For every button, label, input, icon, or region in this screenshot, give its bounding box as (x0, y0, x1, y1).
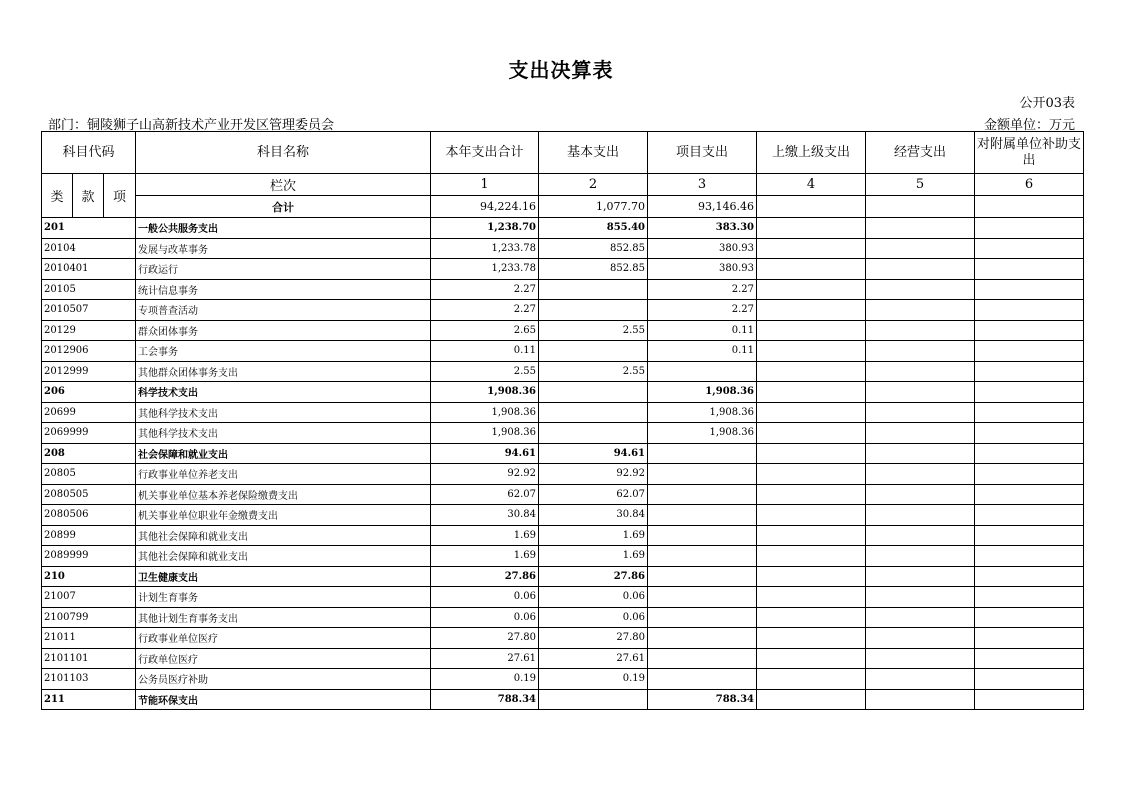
row-remit (757, 218, 866, 239)
row-name: 机关事业单位基本养老保险缴费支出 (136, 484, 431, 505)
row-name: 其他群众团体事务支出 (136, 361, 431, 382)
row-subsidy (975, 423, 1084, 444)
row-total: 1,233.78 (431, 238, 539, 259)
column-number-2: 2 (539, 174, 648, 196)
row-total: 27.61 (431, 648, 539, 669)
header-project: 项目支出 (648, 132, 757, 174)
row-remit (757, 648, 866, 669)
row-basic (539, 402, 648, 423)
column-number-3: 3 (648, 174, 757, 196)
row-business (866, 546, 975, 567)
row-project: 2.27 (648, 300, 757, 321)
row-total: 0.11 (431, 341, 539, 362)
row-basic: 94.61 (539, 443, 648, 464)
row-project (648, 607, 757, 628)
row-name: 其他社会保障和就业支出 (136, 525, 431, 546)
row-name: 计划生育事务 (136, 587, 431, 608)
row-project: 383.30 (648, 218, 757, 239)
row-business (866, 443, 975, 464)
row-code: 2089999 (42, 546, 136, 567)
row-total: 1,908.36 (431, 423, 539, 444)
row-business (866, 361, 975, 382)
row-basic: 852.85 (539, 259, 648, 280)
row-total: 1,238.70 (431, 218, 539, 239)
row-name: 发展与改革事务 (136, 238, 431, 259)
row-code: 2010401 (42, 259, 136, 280)
row-total: 92.92 (431, 464, 539, 485)
header-basic: 基本支出 (539, 132, 648, 174)
header-business: 经营支出 (866, 132, 975, 174)
table-row (42, 259, 1084, 280)
row-basic: 27.80 (539, 628, 648, 649)
row-project: 0.11 (648, 320, 757, 341)
row-basic: 62.07 (539, 484, 648, 505)
row-remit (757, 484, 866, 505)
row-project: 0.11 (648, 341, 757, 362)
row-code: 2100799 (42, 607, 136, 628)
row-basic (539, 689, 648, 710)
row-code: 2069999 (42, 423, 136, 444)
row-basic: 2.55 (539, 361, 648, 382)
row-basic: 27.86 (539, 566, 648, 587)
row-basic (539, 279, 648, 300)
row-code: 210 (42, 566, 136, 587)
row-project: 1,908.36 (648, 402, 757, 423)
row-name: 行政事业单位医疗 (136, 628, 431, 649)
row-name: 其他科学技术支出 (136, 402, 431, 423)
row-remit (757, 279, 866, 300)
header-subsidy: 对附属单位补助支出 (975, 132, 1084, 174)
table-row (42, 341, 1084, 362)
row-business (866, 382, 975, 403)
row-business (866, 689, 975, 710)
row-subsidy (975, 689, 1084, 710)
total-remit (757, 196, 866, 218)
row-remit (757, 382, 866, 403)
row-name: 公务员医疗补助 (136, 669, 431, 690)
header-lei: 类 (42, 174, 73, 218)
row-project: 2.27 (648, 279, 757, 300)
row-business (866, 341, 975, 362)
row-basic (539, 341, 648, 362)
table-row (42, 669, 1084, 690)
row-code: 21011 (42, 628, 136, 649)
row-project: 380.93 (648, 259, 757, 280)
total-subsidy (975, 196, 1084, 218)
row-business (866, 587, 975, 608)
header-code: 科目代码 (42, 132, 136, 174)
row-project (648, 464, 757, 485)
column-number-4: 4 (757, 174, 866, 196)
total-row (42, 196, 1084, 218)
row-code: 211 (42, 689, 136, 710)
row-subsidy (975, 218, 1084, 239)
row-basic: 1.69 (539, 525, 648, 546)
row-business (866, 259, 975, 280)
row-remit (757, 423, 866, 444)
row-code: 20104 (42, 238, 136, 259)
table-row (42, 443, 1084, 464)
column-number-1: 1 (431, 174, 539, 196)
row-project: 788.34 (648, 689, 757, 710)
row-code: 201 (42, 218, 136, 239)
table-row (42, 607, 1084, 628)
row-remit (757, 689, 866, 710)
row-project (648, 484, 757, 505)
row-remit (757, 587, 866, 608)
header-lanci: 栏次 (136, 174, 431, 196)
row-subsidy (975, 443, 1084, 464)
table-row (42, 300, 1084, 321)
row-code: 20899 (42, 525, 136, 546)
row-name: 统计信息事务 (136, 279, 431, 300)
table-row (42, 218, 1084, 239)
row-code: 2101101 (42, 648, 136, 669)
row-code: 2012999 (42, 361, 136, 382)
header-kuan: 款 (73, 174, 104, 218)
row-subsidy (975, 402, 1084, 423)
row-business (866, 607, 975, 628)
row-name: 一般公共服务支出 (136, 218, 431, 239)
row-total: 2.55 (431, 361, 539, 382)
column-number-5: 5 (866, 174, 975, 196)
row-business (866, 505, 975, 526)
row-business (866, 628, 975, 649)
row-name: 机关事业单位职业年金缴费支出 (136, 505, 431, 526)
row-remit (757, 464, 866, 485)
header-remit: 上缴上级支出 (757, 132, 866, 174)
table-row (42, 361, 1084, 382)
row-business (866, 423, 975, 444)
total-project: 93,146.46 (648, 196, 757, 218)
header-total: 本年支出合计 (431, 132, 539, 174)
row-basic: 852.85 (539, 238, 648, 259)
row-total: 94.61 (431, 443, 539, 464)
row-remit (757, 443, 866, 464)
row-remit (757, 505, 866, 526)
row-total: 0.19 (431, 669, 539, 690)
row-total: 27.86 (431, 566, 539, 587)
row-subsidy (975, 648, 1084, 669)
row-remit (757, 320, 866, 341)
row-code: 20699 (42, 402, 136, 423)
amount-unit-label: 金额单位：万元 (983, 118, 1075, 133)
table-row (42, 320, 1084, 341)
row-code: 206 (42, 382, 136, 403)
row-name: 行政运行 (136, 259, 431, 280)
row-subsidy (975, 300, 1084, 321)
row-total: 2.27 (431, 279, 539, 300)
row-name: 专项普查活动 (136, 300, 431, 321)
row-basic: 1.69 (539, 546, 648, 567)
row-project (648, 669, 757, 690)
row-business (866, 566, 975, 587)
row-business (866, 279, 975, 300)
row-code: 2080505 (42, 484, 136, 505)
row-code: 20105 (42, 279, 136, 300)
row-remit (757, 361, 866, 382)
row-subsidy (975, 505, 1084, 526)
row-total: 1.69 (431, 525, 539, 546)
row-subsidy (975, 525, 1084, 546)
row-name: 科学技术支出 (136, 382, 431, 403)
row-business (866, 525, 975, 546)
row-business (866, 464, 975, 485)
row-basic: 2.55 (539, 320, 648, 341)
row-total: 788.34 (431, 689, 539, 710)
row-business (866, 648, 975, 669)
row-business (866, 402, 975, 423)
row-total: 2.65 (431, 320, 539, 341)
row-project (648, 566, 757, 587)
row-name: 社会保障和就业支出 (136, 443, 431, 464)
table-row (42, 279, 1084, 300)
row-project: 1,908.36 (648, 423, 757, 444)
row-subsidy (975, 341, 1084, 362)
row-code: 20805 (42, 464, 136, 485)
row-subsidy (975, 546, 1084, 567)
table-row (42, 525, 1084, 546)
row-project (648, 587, 757, 608)
row-project (648, 505, 757, 526)
form-number: 公开03表 (1019, 96, 1075, 111)
row-name: 行政事业单位养老支出 (136, 464, 431, 485)
expenditure-table (41, 131, 1084, 710)
row-remit (757, 238, 866, 259)
row-business (866, 484, 975, 505)
table-row (42, 484, 1084, 505)
row-total: 27.80 (431, 628, 539, 649)
row-project (648, 443, 757, 464)
row-total: 1,233.78 (431, 259, 539, 280)
row-basic: 855.40 (539, 218, 648, 239)
total-amount: 94,224.16 (431, 196, 539, 218)
row-project (648, 361, 757, 382)
row-remit (757, 525, 866, 546)
row-subsidy (975, 279, 1084, 300)
table-row (42, 648, 1084, 669)
row-code: 2012906 (42, 341, 136, 362)
row-business (866, 669, 975, 690)
row-remit (757, 566, 866, 587)
row-name: 其他计划生育事务支出 (136, 607, 431, 628)
row-project (648, 648, 757, 669)
row-remit (757, 607, 866, 628)
row-subsidy (975, 238, 1084, 259)
row-total: 1,908.36 (431, 402, 539, 423)
header-name: 科目名称 (136, 132, 431, 174)
row-basic (539, 382, 648, 403)
row-name: 卫生健康支出 (136, 566, 431, 587)
table-row (42, 546, 1084, 567)
row-code: 2080506 (42, 505, 136, 526)
row-subsidy (975, 259, 1084, 280)
table-row (42, 402, 1084, 423)
row-basic: 92.92 (539, 464, 648, 485)
column-number-6: 6 (975, 174, 1084, 196)
row-subsidy (975, 587, 1084, 608)
table-row (42, 464, 1084, 485)
row-code: 20129 (42, 320, 136, 341)
table-row (42, 566, 1084, 587)
page-title: 支出决算表 (508, 58, 614, 82)
row-project (648, 628, 757, 649)
row-remit (757, 259, 866, 280)
column-number-row (42, 174, 1084, 196)
row-subsidy (975, 607, 1084, 628)
row-basic: 27.61 (539, 648, 648, 669)
row-name: 节能环保支出 (136, 689, 431, 710)
department-label: 部门：铜陵狮子山高新技术产业开发区管理委员会 (48, 118, 335, 133)
table-row (42, 505, 1084, 526)
row-name: 其他社会保障和就业支出 (136, 546, 431, 567)
row-basic: 0.19 (539, 669, 648, 690)
row-project (648, 525, 757, 546)
row-name: 群众团体事务 (136, 320, 431, 341)
table-row (42, 689, 1084, 710)
table-row (42, 587, 1084, 608)
row-code: 2101103 (42, 669, 136, 690)
row-basic: 30.84 (539, 505, 648, 526)
total-business (866, 196, 975, 218)
table-row (42, 238, 1084, 259)
table-row (42, 423, 1084, 444)
row-total: 2.27 (431, 300, 539, 321)
row-subsidy (975, 566, 1084, 587)
row-total: 0.06 (431, 607, 539, 628)
row-remit (757, 402, 866, 423)
table-row (42, 628, 1084, 649)
row-code: 21007 (42, 587, 136, 608)
row-subsidy (975, 628, 1084, 649)
row-subsidy (975, 669, 1084, 690)
row-total: 1,908.36 (431, 382, 539, 403)
row-total: 62.07 (431, 484, 539, 505)
row-basic (539, 300, 648, 321)
row-subsidy (975, 361, 1084, 382)
row-basic: 0.06 (539, 587, 648, 608)
total-label: 合计 (136, 196, 431, 218)
row-total: 0.06 (431, 587, 539, 608)
row-business (866, 300, 975, 321)
row-name: 其他科学技术支出 (136, 423, 431, 444)
row-code: 2010507 (42, 300, 136, 321)
row-remit (757, 628, 866, 649)
row-subsidy (975, 382, 1084, 403)
row-basic (539, 423, 648, 444)
row-project (648, 546, 757, 567)
row-project: 380.93 (648, 238, 757, 259)
row-name: 工会事务 (136, 341, 431, 362)
row-total: 30.84 (431, 505, 539, 526)
header-row (42, 132, 1084, 174)
row-business (866, 218, 975, 239)
row-business (866, 238, 975, 259)
row-business (866, 320, 975, 341)
row-code: 208 (42, 443, 136, 464)
row-total: 1.69 (431, 546, 539, 567)
row-remit (757, 546, 866, 567)
row-remit (757, 300, 866, 321)
row-remit (757, 341, 866, 362)
row-subsidy (975, 484, 1084, 505)
table-row (42, 382, 1084, 403)
row-subsidy (975, 320, 1084, 341)
row-remit (757, 669, 866, 690)
row-subsidy (975, 464, 1084, 485)
total-basic: 1,077.70 (539, 196, 648, 218)
row-name: 行政单位医疗 (136, 648, 431, 669)
row-basic: 0.06 (539, 607, 648, 628)
header-xiang: 项 (104, 174, 136, 218)
row-project: 1,908.36 (648, 382, 757, 403)
